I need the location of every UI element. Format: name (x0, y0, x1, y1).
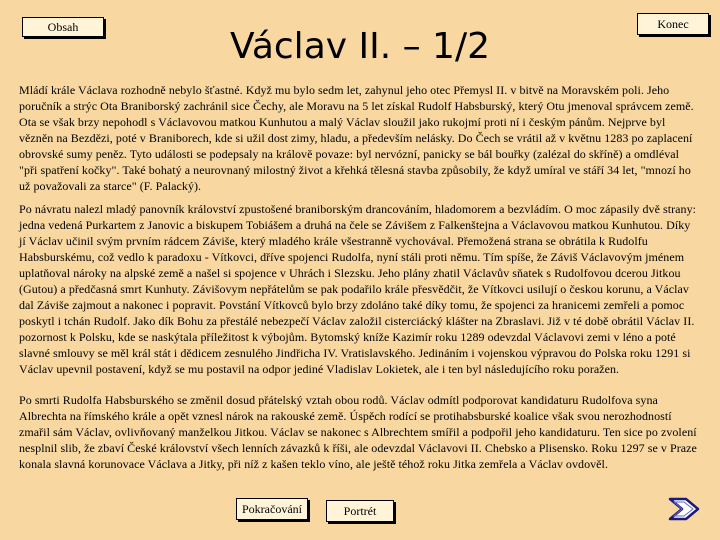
end-button[interactable]: Konec (637, 13, 709, 35)
portrait-button[interactable]: Portrét (326, 500, 394, 522)
continue-button[interactable]: Pokračování (236, 498, 308, 520)
page-title-text: Václav II. – 1/2 (230, 26, 490, 67)
paragraph-1: Mládí krále Václava rozhodně nebylo šťastné. Když mu bylo sedm let, zahynul jeho otec Přemysl II. v bitvě na Moravském poli. Jeho poručník a strýc Ota Braniborský zachránil sice Čechy, ale Moravu na 5 let získal Rudolf Habsburský, který Otu jmenoval správcem země. Ota se však brzy nepohodl s Václavovou matkou Kunhutou a malý Václav sloužil jako rukojmí proti ní i českým pánům. Nejprve byl vězněn na Bezdězi, poté v Braniborech, kde si užil dost zimy, hladu, a především nelásky. Do Čech se vrátil až v květnu 1283 po zaplacení obrovské sumy peněz. Tyto události se podepsaly na královĕ povaze: byl nervózní, panicky se bál bouřky (zalézal do skříně) a omdléval "při spatření kočky". Také bohatý a neurovnaný milostný život a křehká tělesná stavba způsobily, že když umíral ve stáří 34 let, "mnozí ho už považovali za starce" (F. Palacký). (19, 83, 694, 193)
paragraph-2: Po návratu nalezl mladý panovník království zpustošené braniborským drancováním, hladomorem a bezvládím. O moc zápasily dvě strany: jedna vedená Purkartem z Janovic a biskupem Tobiášem a druhá na čele se Závišem z Falkenštejna a Václavovou matkou Kunhutou. Díky jí Václav učinil svým prvním rádcem Záviše, který mladého krále všestranně vychovával. Přemožená strana se obrátila k Rudolfu Habsburskému, což vedlo k paradoxu - Vítkovci, dříve spojenci Rudolfa, nyní stáli proti němu. Tím spíše, že Záviš Václavovým jménem uplatňoval nároky na alpské země a našel si spojence v Uhrách i Slezsku. Jeho plány zhatil Václavův sňatek s Rudolfovou dcerou Jitkou (Gutou) a předčasná smrt Kunhuty. Závišovym nepřátelům se pak podařilo krále přesvědčit, že Vítkovci usilují o českou korunu, a Václav dal Záviše zajmout a nakonec i popravit. Povstání Vítkovců bylo brzy zdolánо také díky tomu, že spojenci za hranicemi zemřeli a pomoc poskytl i tchán Rudolf. Jako dík Bohu za přestálé nebezpečí Václav založil cisterciácký klášter na Zbraslavi. Již v té době obrátil Václav II. pozornost k Polsku, kde se naskýtala příležitost k výbojům. Bytomský kníže Kazimír roku 1289 odevzdal Václavovi zemi v léno a poté slavné smlouvy se měl král stát i dědicem zesnulého Jindřicha IV. Vratislavského. Jedináním i vojenskou výpravou do Polska roku 1291 si Václav upevnil postavení, když se mu postavil na odpor jediné Vladislav Lokietek, ale i ten byl následujícího roku poražen. (19, 202, 697, 376)
contents-button[interactable]: Obsah (22, 17, 104, 37)
page-title (0, 22, 720, 72)
next-arrow-icon[interactable] (668, 493, 706, 525)
paragraph-3: Po smrti Rudolfa Habsburského se změnil dosud přátelský vztah obou rodů. Václav odmítl podporovat kandidaturu Rudolfova syna Albrechta na římského krále a opět vznesl nárok na rakouské země. Úspěch rodící se protihabsburské koalice však svou nerozhodností zmařil sám Václav, ovlivňovaný manželkou Jitkou. Václav se nakonec s Albrechtem smířil a podpořil jeho kandidaturu. Ten sice po zvolení nesplnil slib, že zbaví České království všech lenních závazků k říši, ale odevzdal Václavovi II. Chebsko a Plisensko. Roku 1297 se v Praze konala slavná korunovace Václava a Jitky, při níž z kašen teklo víno, ale ještě téhož roku Jitka zemřela a Václav ovdověl. (19, 393, 697, 471)
